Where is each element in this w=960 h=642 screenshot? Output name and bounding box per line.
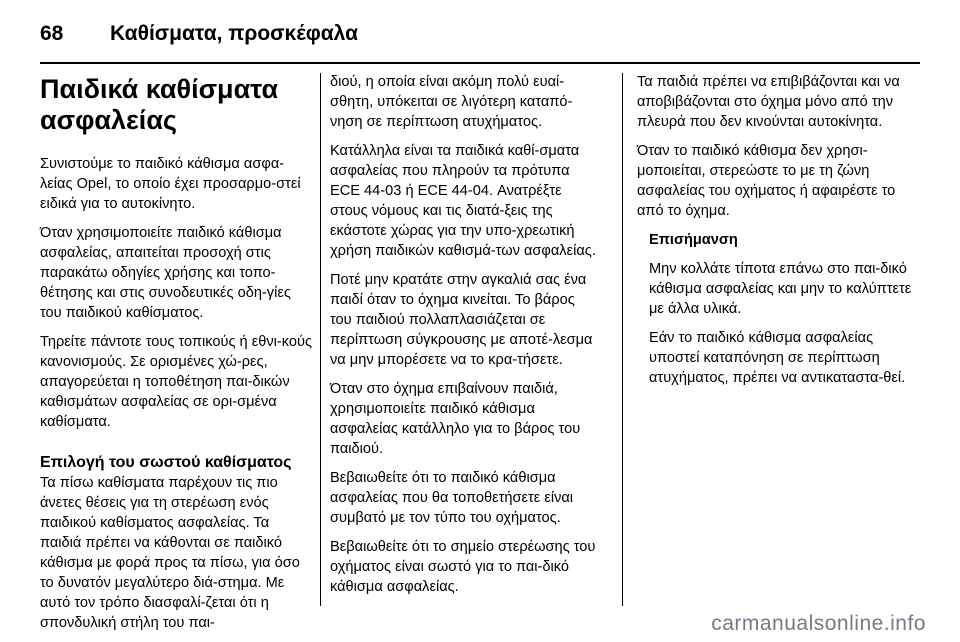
- paragraph: Τηρείτε πάντοτε τους τοπικούς ή εθνι-κούς κανονισμούς. Σε ορισμένες χώ-ρες, απαγορεύεται η τοποθέτηση παι-δικών καθισμάτων ασφαλείας σε ορι-σμένα καθίσματα.: [40, 334, 312, 430]
- column-divider-2: [622, 73, 623, 606]
- note-paragraph: Μην κολλάτε τίποτα επάνω στο παι-δικό κάθισμα ασφαλείας και μην το καλύπτετε με άλλα υλικά.: [649, 261, 912, 317]
- paragraph: Τα παιδιά πρέπει να επιβιβάζονται και να αποβιβάζονται στο όχημα μόνο από την πλευρά που δεν κινούνται αυτοκίνητα.: [637, 74, 900, 130]
- watermark: carmanualsonline.info: [711, 612, 926, 635]
- column-2: [330, 72, 600, 606]
- paragraph: Συνιστούμε το παιδικό κάθισμα ασφα-λείας Opel, το οποίο έχει προσαρμο-στεί ειδικά για το αυτοκίνητο.: [40, 156, 301, 212]
- main-heading: Παιδικά καθίσματα ασφαλείας: [40, 74, 279, 135]
- paragraph: διού, η οποία είναι ακόμη πολύ ευαί-σθητη, υπόκειται σε λιγότερη καταπό-νηση σε περίπτωση ατυχήματος.: [330, 74, 573, 130]
- paragraph: Όταν στο όχημα επιβαίνουν παιδιά, χρησιμοποιείτε παιδικό κάθισμα ασφαλείας κατάλληλο για το βάρος του παιδιού.: [330, 381, 581, 457]
- paragraph: Τα πίσω καθίσματα παρέχουν τις πιο άνετες θέσεις για τη στερέωση ενός παιδικού καθίσματος ασφαλείας. Τα παιδιά πρέπει να κάθονται σε παιδικό κάθισμα με φορά προς τα πίσω, για όσο το δυνατόν μεγαλύτερο διά-στημα. Με αυτό τον τρόπο διασφαλί-ζεται ότι η σπονδυλική στήλη του παι-: [40, 475, 300, 631]
- paragraph: Όταν χρησιμοποιείτε παιδικό κάθισμα ασφαλείας, απαιτείται προσοχή στις παρακάτω οδηγίες χρήσης και τοπο-θέτησης και στις συνοδευτικές οδη-γίες του παιδικού καθίσματος.: [40, 225, 291, 321]
- note-title: Επισήμανση: [649, 232, 738, 248]
- paragraph: Βεβαιωθείτε ότι το παιδικό κάθισμα ασφαλείας που θα τοποθετήσετε είναι συμβατό με τον τύπο του οχήματος.: [330, 470, 574, 526]
- column-3: [637, 72, 920, 397]
- column-divider-1: [320, 73, 321, 606]
- page-header: [40, 14, 358, 54]
- header-rule: [40, 62, 920, 64]
- page-number: 68: [40, 22, 64, 45]
- subheading: Επιλογή του σωστού καθίσματος: [40, 454, 292, 471]
- paragraph: Ποτέ μην κρατάτε στην αγκαλιά σας ένα παιδί όταν το όχημα κινείται. Το βάρος του παιδιού πολλαπλασιάζεται σε περίπτωση σύγκρουσης με αποτέ-λεσμα να μην μπορέσετε να το κρα-τήσετε.: [330, 272, 593, 368]
- note-box: [649, 230, 920, 388]
- section-title: Καθίσματα, προσκέφαλα: [110, 22, 358, 45]
- paragraph: Κατάλληλα είναι τα παιδικά καθί-σματα ασφαλείας που πληρούν τα πρότυπα ECE 44-03 ή ECE 44-04. Ανατρέξτε στους νόμους και τις διατά-ξεις της εκάστοτε χώρας για την υπο-χρεωτική χρήση παιδικών καθισμά-των ασφαλείας.: [330, 143, 596, 259]
- note-paragraph: Εάν το παιδικό κάθισμα ασφαλείας υποστεί καταπόνηση σε περίπτωση ατυχήματος, πρέπει να αντικαταστα-θεί.: [649, 330, 906, 386]
- column-1: [40, 72, 312, 642]
- paragraph: Όταν το παιδικό κάθισμα δεν χρησι-μοποιείται, στερεώστε το με τη ζώνη ασφαλείας του οχήματος ή αφαιρέστε το από το όχημα.: [637, 143, 896, 219]
- paragraph: Βεβαιωθείτε ότι το σημείο στερέωσης του οχήματος είναι σωστό για το παι-δικό κάθισμα ασφαλείας.: [330, 539, 596, 595]
